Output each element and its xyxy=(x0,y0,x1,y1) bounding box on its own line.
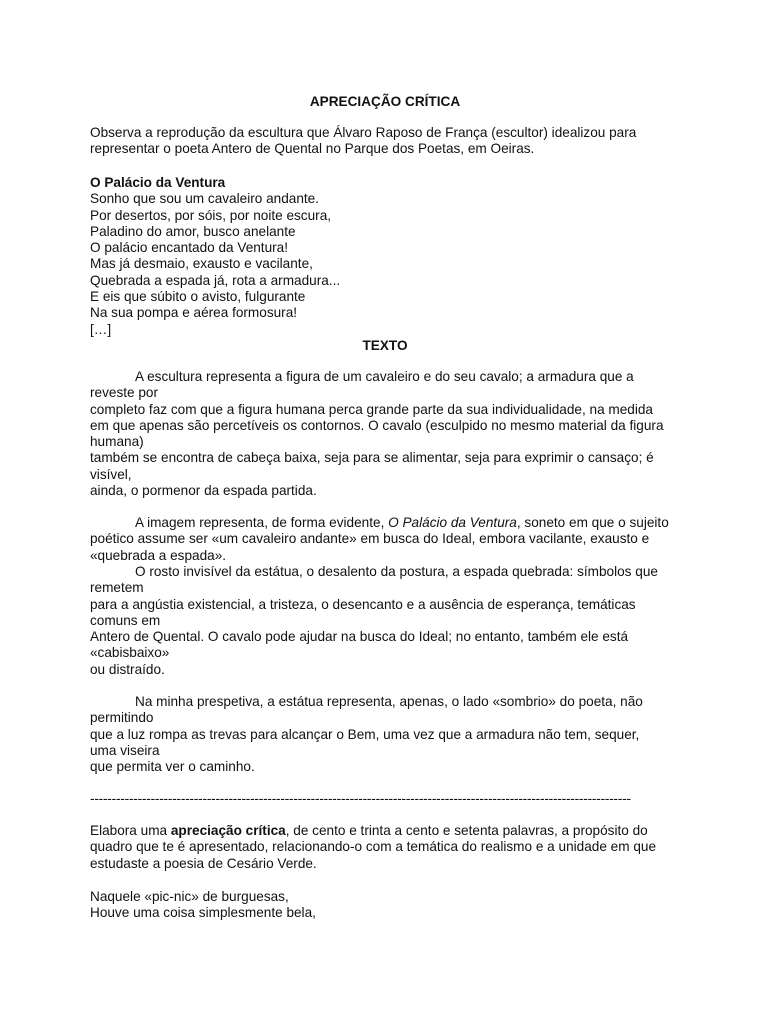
paragraph-line: comuns em xyxy=(90,612,161,628)
paragraph-line: reveste por xyxy=(90,385,159,401)
task-line xyxy=(90,823,680,839)
poem-line: O palácio encantado da Ventura! xyxy=(90,240,289,256)
poem-line: Por desertos, por sóis, por noite escura, xyxy=(90,207,332,223)
intro-line: representar o poeta Antero de Quental no Parque dos Poetas, em Oeiras. xyxy=(90,141,535,157)
paragraph-text: , soneto em que o sujeito xyxy=(516,515,669,530)
paragraph-line: para a angústia existencial, a tristeza, o desencanto e a ausência de esperança, temáticas xyxy=(90,596,636,612)
paragraph-line: poético assume ser «um cavaleiro andante» em busca do Ideal, embora vacilante, exausto e xyxy=(90,531,650,547)
poem-title-reference: O Palácio da Ventura xyxy=(388,515,517,530)
paragraph-line: que a luz rompa as trevas para alcançar o Bem, uma vez que a armadura não tem, sequer, xyxy=(90,726,640,742)
paragraph-2 xyxy=(90,515,680,564)
paragraph-line: Antero de Quental. O cavalo pode ajudar na busca do Ideal; no entanto, também ele está xyxy=(90,629,629,645)
paragraph-line: ainda, o pormenor da espada partida. xyxy=(90,483,317,499)
paragraph-line: que permita ver o caminho. xyxy=(90,759,255,775)
task-paragraph xyxy=(90,823,680,872)
task-line: estudaste a poesia de Cesário Verde. xyxy=(90,855,317,871)
task-text: Elabora uma xyxy=(90,823,171,838)
paragraph-line: permitindo xyxy=(90,710,154,726)
intro-line: Observa a reprodução da escultura que Álvaro Raposo de França (escultor) idealizou para xyxy=(90,125,637,140)
task-keyword: apreciação crítica xyxy=(170,823,286,838)
task-line: quadro que te é apresentado, relacionando-o com a temática do realismo e a unidade em que xyxy=(90,839,657,855)
poem-line: Na sua pompa e aérea formosura! xyxy=(90,305,298,321)
paragraph-line: remetem xyxy=(90,580,144,596)
paragraph-line: uma viseira xyxy=(90,742,160,758)
page-title: APRECIAÇÃO CRÍTICA xyxy=(309,94,461,109)
poem-excerpt xyxy=(90,889,680,922)
paragraph-line: em que apenas são percetíveis os contornos. O cavalo (esculpido no mesmo material da figura xyxy=(90,417,664,433)
poem-line: Quebrada a espada já, rota a armadura... xyxy=(90,272,341,288)
paragraph-line: humana) xyxy=(90,434,144,450)
paragraph-line: ou distraído. xyxy=(90,661,165,677)
poem-line: Houve uma coisa simplesmente bela, xyxy=(90,905,316,921)
paragraph-text: A imagem representa, de forma evidente, xyxy=(135,515,389,530)
paragraph-1 xyxy=(90,369,680,499)
poem-line: E eis que súbito o avisto, fulgurante xyxy=(90,289,306,305)
paragraph-line xyxy=(90,515,680,531)
paragraph-line: «quebrada a espada». xyxy=(90,547,227,563)
poem-line: […] xyxy=(90,321,112,337)
paragraph-line: visível, xyxy=(90,466,132,482)
texto-heading: TEXTO xyxy=(362,338,408,353)
poem-line: Paladino do amor, busco anelante xyxy=(90,223,296,239)
paragraph-4 xyxy=(90,694,680,775)
paragraph-line: O rosto invisível da estátua, o desalento da postura, a espada quebrada: símbolos que xyxy=(135,564,658,579)
task-text: , de cento e trinta a cento e setenta palavras, a propósito do xyxy=(285,823,648,838)
paragraph-line: «cabisbaixo» xyxy=(90,645,170,661)
poem-block xyxy=(90,175,680,338)
paragraph-line: A escultura representa a figura de um cavaleiro e do seu cavalo; a armadura que a xyxy=(135,369,634,384)
poem-line: Sonho que sou um cavaleiro andante. xyxy=(90,191,319,207)
intro-paragraph xyxy=(90,125,680,158)
section-divider: ----------------------------------------------------------------------------------------------------------------------------- xyxy=(90,791,631,806)
paragraph-line: também se encontra de cabeça baixa, seja para se alimentar, seja para exprimir o cansaço; é xyxy=(90,450,654,466)
paragraph-line: Na minha prespetiva, a estátua representa, apenas, o lado «sombrio» do poeta, não xyxy=(135,694,643,709)
paragraph-line: completo faz com que a figura humana perca grande parte da sua individualidade, na medida xyxy=(90,401,653,417)
poem-title: O Palácio da Ventura xyxy=(90,175,226,190)
poem-line: Mas já desmaio, exausto e vacilante, xyxy=(90,256,313,272)
paragraph-3 xyxy=(90,564,680,678)
poem-line: Naquele «pic-nic» de burguesas, xyxy=(90,889,289,904)
